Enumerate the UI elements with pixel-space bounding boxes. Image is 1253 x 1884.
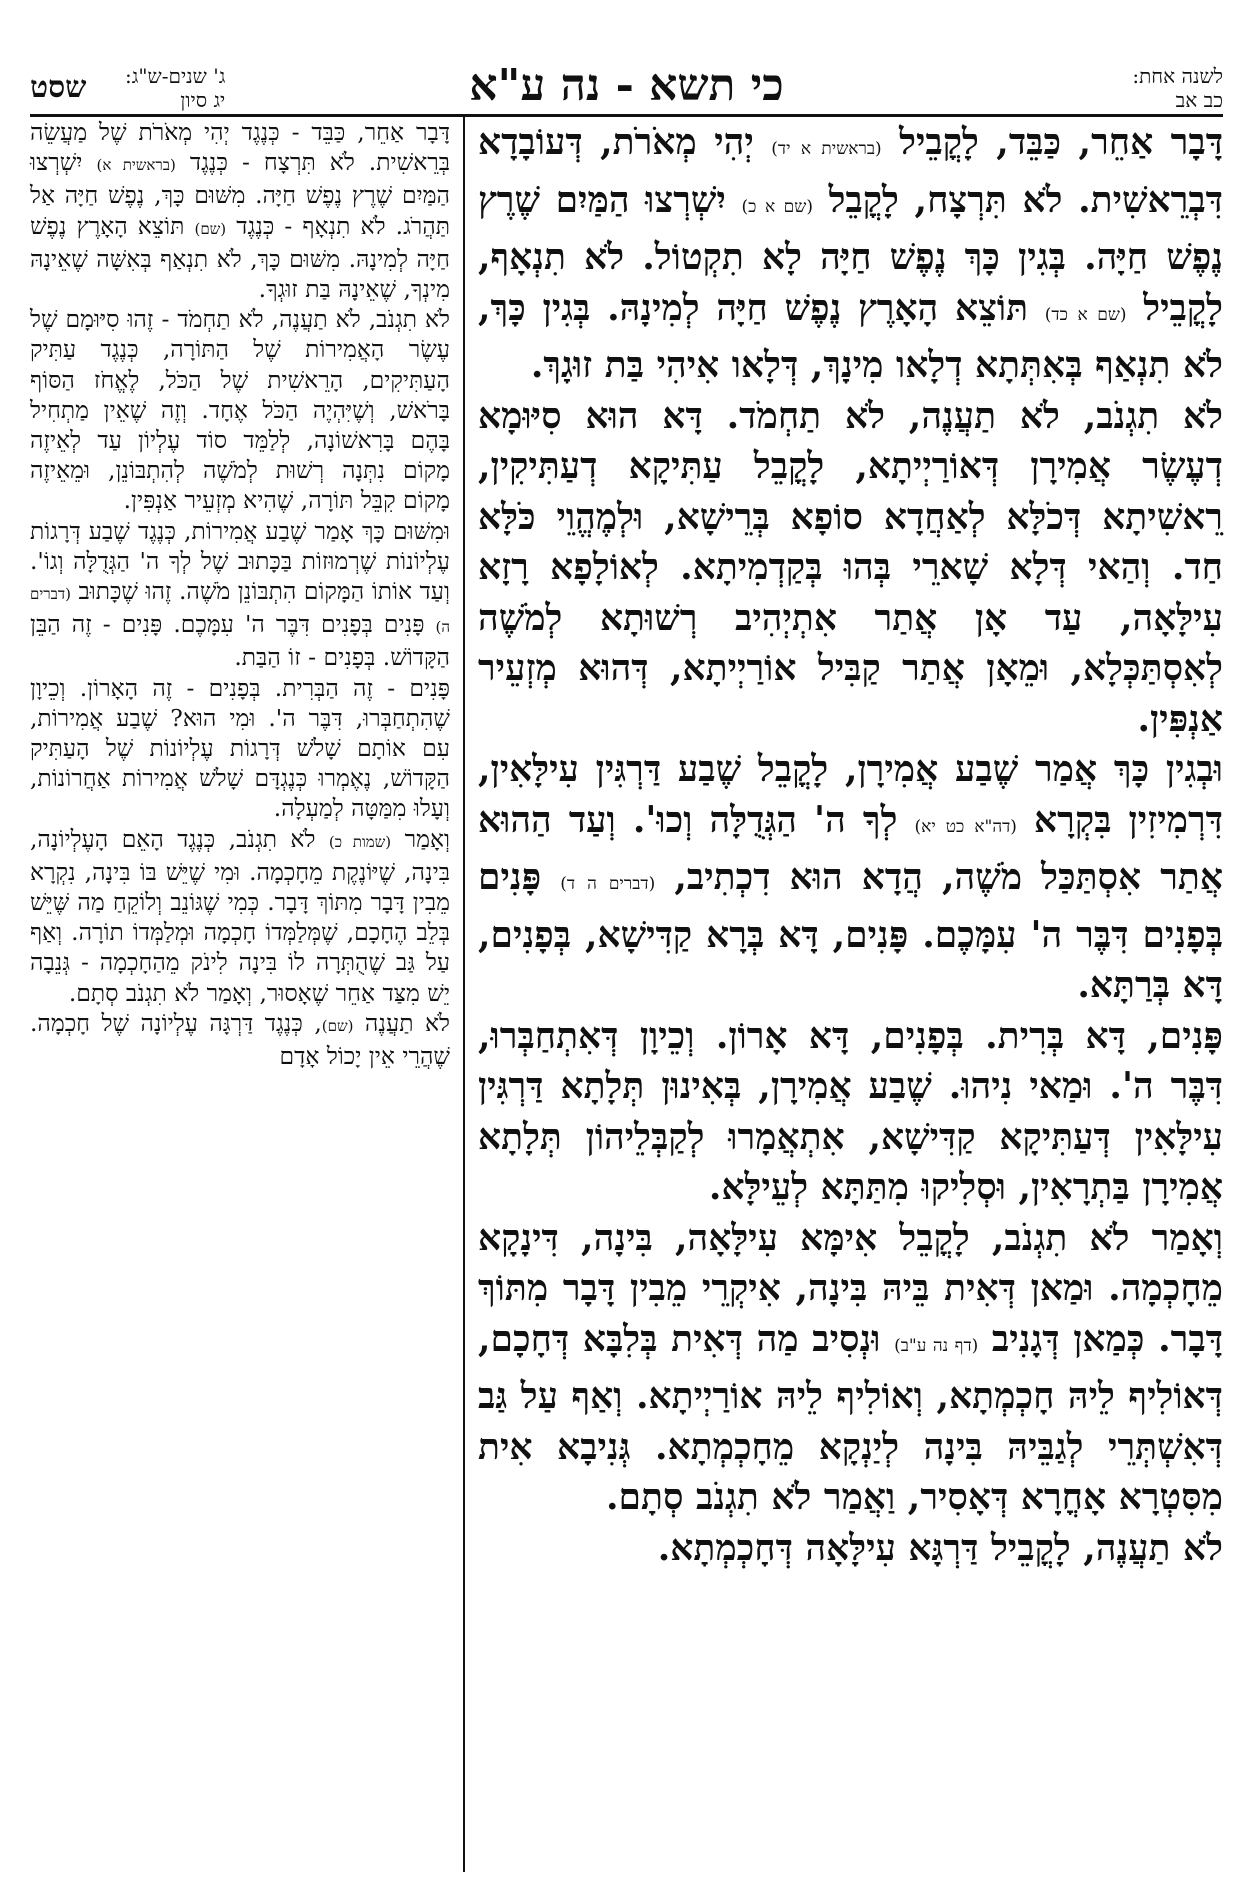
- commentary-text: תּוֹצֵא הָאָרֶץ נֶפֶשׁ חַיָּה לְמִינָהּ. מִשּׁוּם כָּךְ, לֹא תִנְאַף בְּאִשָּׁה שֶׁאֵינָהּ מִינְךָ, שֶׁאֵינָהּ בַּת זוּגְךָ.: [30, 211, 450, 304]
- commentary-text: וְאָמַר: [391, 824, 450, 853]
- commentary-text: לֹא תַעֲנֶה: [353, 1008, 450, 1037]
- main-text: וּנְסִיב מַה דְּאִית בְּלִבָּא דְּחָכָם, דְּאוֹלִיף לֵיהּ חָכְמְתָא, וְאוֹלִיף לֵיהּ אוֹרַיְיתָא. וְאַף עַל גַּב דְּאִשְׁתְּרֵי לְגַבֵּיהּ בִּינָה לְיַנְקָא מֵחָכְמְתָא. גְּנִיבָא אִית מִסִּטְרָא אָחֳרָא דְּאָסִיר, וַאֲמַר לֹא תִגְנֹב סְתָם.: [478, 1317, 1223, 1518]
- commentary-paragraph: [30, 673, 450, 824]
- commentary-text: פָּנִים - זֶה הַבְּרִית. בְּפָנִים - זֶה הָאָרוֹן. וְכֵיוָן שֶׁהִתְחַבְּרוּ, דִּבֶּר ה'. וּמִי הוּא? שֶׁבַע אֲמִירוֹת, עִם אוֹתָם שָׁלֹשׁ דְּרָגוֹת עֶלְיוֹנוֹת שֶׁל הָעַתִּיק הַקָּדוֹשׁ, נֶאֶמְרוּ כְּנֶגְדָּם שָׁלֹשׁ אֲמִירוֹת אַחֲרוֹנוֹת, וְעָלוּ מִמַּטָּה לְמַעְלָה.: [30, 673, 450, 823]
- main-text-column: [478, 117, 1223, 1872]
- source-ref: (דברים ה): [30, 585, 450, 637]
- commentary-column: [30, 117, 450, 1872]
- page-title: כי תשא - נה ע"א: [469, 60, 784, 111]
- source-ref: (שם א כ): [741, 196, 813, 217]
- commentary-paragraph: [30, 1008, 450, 1071]
- column-divider: [463, 117, 465, 1872]
- main-text: לְךָ ה' הַגְּדֻלָּה וְכוּ'. וְעַד הַהוּא אֲתַר אִסְתַּכַּל מֹשֶׁה, הֲדָא הוּא דִכְתִיב,: [478, 798, 1223, 898]
- source-ref: (שם א כד): [1044, 304, 1127, 325]
- commentary-text: לֹא תִגְנֹב, לֹא תַעֲנֶה, לֹא תַחְמֹד - זֶהוּ סִיּוּמָם שֶׁל עֶשֶׂר הָאֲמִירוֹת שֶׁל הַתּוֹרָה, כְּנֶגֶד עַתִּיק הָעַתִּיקִים, הָרֵאשִׁית שֶׁל הַכֹּל, לֶאֱחֹז הַסּוֹף בָּרֹאשׁ, וְשֶׁיִּהְיֶה הַכֹּל אֶחָד. וְזֶה שֶׁאֵין מַתְחִיל בָּהֶם בָּרִאשׁוֹנָה, לְלַמֵּד סוֹד עֶלְיוֹן עַד לְאֵיזֶה מָקוֹם נִתְּנָה רְשׁוּת לְמֹשֶׁה לְהִתְבּוֹנֵן, וּמֵאֵיזֶה מָקוֹם קִבֵּל תּוֹרָה, שֶׁהִיא מְזְעֵיר אַנְפִּין.: [30, 305, 450, 515]
- commentary-paragraph: [30, 516, 450, 673]
- main-text: וְאָמַר לֹא תִגְנֹב, לָקֳבֵל אִימָּא עִילָּאָה, בִּינָה, דִּינָקָא מֵחָכְמָה. וּמַאן דְּאִית בֵּיהּ בִּינָה, אִיקְרֵי מֵבִין דָּבָר מִתּוֹךְ דָּבָר. כְּמַאן דְּגָנִיב: [478, 1216, 1223, 1360]
- commentary-paragraph: [30, 824, 450, 1008]
- one-year-date: כב אב: [1175, 88, 1223, 112]
- main-text: וּבְגִין כָּךְ אֲמַר שֶׁבַע אֲמִירָן, לָקֳבֵל שֶׁבַע דַּרְגִּין עִילָּאִין, דִּרְמִיזִין בִּקְרָא: [478, 748, 1223, 841]
- three-year-schedule: [125, 64, 225, 112]
- main-paragraph: [478, 1011, 1223, 1213]
- page-number: שסט: [30, 70, 87, 105]
- commentary-text: לֹא תִגְנֹב, כְּנֶגֶד הָאֵם הָעֶלְיוֹנָה, בִּינָה, שֶׁיּוֹנֶקֶת מֵחָכְמָה. וּמִי שֶׁיֵּשׁ בּוֹ בִּינָה, נִקְרָא מֵבִין דָּבָר מִתּוֹךְ דָּבָר. כְּמִי שֶׁגּוֹנֵב וְלוֹקֵחַ מַה שֶּׁיֵּשׁ בְּלֵב הֶחָכָם, שֶׁמְּלַמְּדוֹ חָכְמָה וּמְלַמְּדוֹ תוֹרָה. וְאַף עַל גַּב שֶׁהֻתְּרָה לוֹ בִּינָה לִינֹק מֵהַחָכְמָה - גְּנֵבָה יֵשׁ מִצַּד אַחֵר שֶׁאָסוּר, וְאָמַר לֹא תִגְנֹב סְתָם.: [30, 824, 450, 1007]
- source-ref: (דף נה ע"ב): [894, 1335, 979, 1356]
- source-ref: (דברים ה ד): [560, 874, 656, 894]
- main-text: לֹא תַעֲנֶה, לָקֳבֵיל דַּרְגָּא עִילָּאָה דְּחָכְמְתָא.: [657, 1526, 1223, 1569]
- commentary-text: וּמִשּׁוּם כָּךְ אָמַר שֶׁבַע אֲמִירוֹת, כְּנֶגֶד שֶׁבַע דְּרָגוֹת עֶלְיוֹנוֹת שֶׁרְמוּזוֹת בַּכָּתוּב שֶׁל לְךָ ה' הַגְּדֻלָּה וְגוֹ'. וְעַד אוֹתוֹ הַמָּקוֹם הִתְבּוֹנֵן מֹשֶׁה. זֶהוּ שֶׁכָּתוּב: [30, 516, 450, 606]
- main-text: תּוֹצֵא הָאָרֶץ נֶפֶשׁ חַיָּה לְמִינָהּ. בְּגִין כָּךְ, לֹא תִנְאַף בְּאִתְּתָא דְלָאו מִינָךְ, דְּלָאו אִיהִי בַּת זוּגָךְ.: [478, 286, 1223, 386]
- main-text: יִשְׁרְצוּ הַמַּיִם שֶׁרֶץ נֶפֶשׁ חַיָּה. בְּגִין כָּךְ נֶפֶשׁ חַיָּה לָא תִקְטוֹל. לֹא תִנְאָף, לָקֳבֵיל: [478, 178, 1223, 329]
- commentary-text: דָּבָר אַחֵר, כַּבֵּד - כְּנֶגֶד יְהִי מְאֹרֹת שֶׁל מַעֲשֵׂה בְּרֵאשִׁית. לֹא תִּרְצָח - כְּנֶגֶד: [30, 118, 450, 177]
- main-text: פָּנִים בְּפָנִים דִּבֶּר ה' עִמָּכֶם. פָּנִים, דָּא בְּרָא קַדִּישָׁא, בְּפָנִים, דָּא בְּרַתָּא.: [478, 856, 1223, 1006]
- source-ref: (בראשית א יד): [771, 139, 882, 159]
- source-ref: (בראשית א): [96, 156, 176, 175]
- three-year-date: יג סיון: [180, 88, 226, 112]
- main-text: יְהִי מְאֹרֹת, דְּעוֹבָדָא דִּבְרֵאשִׁית. לֹא תִּרְצָח, לָקֳבֵל: [478, 121, 1223, 221]
- commentary-text: יִשְׁרְצוּ הַמַּיִם שֶׁרֶץ נֶפֶשׁ חַיָּה. מִשּׁוּם כָּךְ, נֶפֶשׁ חַיָּה אַל תַּהֲרֹג. לֹא תִנְאָף - כְּנֶגֶד: [30, 148, 450, 240]
- main-paragraph: [478, 744, 1223, 1011]
- commentary-paragraph: [30, 117, 450, 304]
- main-text: לֹא תִגְנֹב, לֹא תַעֲנֶה, לֹא תַחְמֹד. דָּא הוּא סִיּוּמָא דְעֶשֶׂר אֲמִירָן דְּאוֹרַיְיתָא, לָקֳבֵל עַתִּיקָא דְעַתִּיקִין, רֵאשִׁיתָא דְּכֹלָּא לְאַחֲדָא סוֹפָא בְּרֵישָׁא, וּלְמֶהֱוֵי כֹּלָּא חַד. וְהַאי דְּלָא שָׁארֵי בְּהוּ בְּקַדְמִיתָא. לְאוֹלָפָא רָזָא עִילָּאָה, עַד אָן אֲתַר אִתְיְהִיב רְשׁוּתָא לְמֹשֶׁה לְאִסְתַּכְּלָא, וּמֵאָן אֲתַר קַבִּיל אוֹרַיְיתָא, דְּהוּא מְזְעֵיר אַנְפִּין.: [478, 394, 1223, 740]
- commentary-paragraph: [30, 304, 450, 515]
- source-ref: (שמות כ): [328, 832, 392, 851]
- commentary-text: , כְּנֶגֶד דַּרְגָּה עֶלְיוֹנָה שֶׁל חָכְמָה. שֶׁהֲרֵי אֵין יָכוֹל אָדָם: [30, 1008, 450, 1071]
- main-paragraph: [478, 1213, 1223, 1523]
- main-text: פָּנִים, דָּא בְּרִית. בְּפָנִים, דָּא אָרוֹן. וְכֵיוָן דְּאִתְחַבְּרוּ, דִּבֶּר ה'. וּמַאי נִיהוּ. שֶׁבַע אֲמִירָן, בְּאִינוּן תְּלָתָא דַּרְגִּין עִילָּאִין דְּעַתִּיקָא קַדִּישָׁא, אִתְאֲמָרוּ לְקַבְּלֵיהוֹן תְּלָתָא אֲמִירָן בַּתְרָאִין, וּסְלִיקוּ מִתַּתָּא לְעֵילָּא.: [478, 1014, 1223, 1208]
- page-header: [30, 58, 1223, 118]
- main-paragraph: [478, 391, 1223, 745]
- commentary-text: פָּנִים בְּפָנִים דִּבֶּר ה' עִמָּכֶם. פָּנִים - זֶה הַבֵּן הַקָּדוֹשׁ. בְּפָנִים - זוֹ הַבַּת.: [30, 610, 450, 672]
- main-paragraph: [478, 117, 1223, 391]
- one-year-label: לשנה אחת:: [1132, 64, 1223, 88]
- source-ref: (שם): [194, 219, 227, 238]
- three-year-label: ג' שנים-ש"ג:: [125, 64, 226, 88]
- source-ref: (שם): [321, 1016, 354, 1035]
- source-ref: (דה"א כט יא): [914, 816, 1017, 837]
- main-paragraph: [478, 1523, 1223, 1574]
- main-text: דָּבָר אַחֵר, כַּבֵּד, לָקֳבֵיל: [881, 121, 1224, 163]
